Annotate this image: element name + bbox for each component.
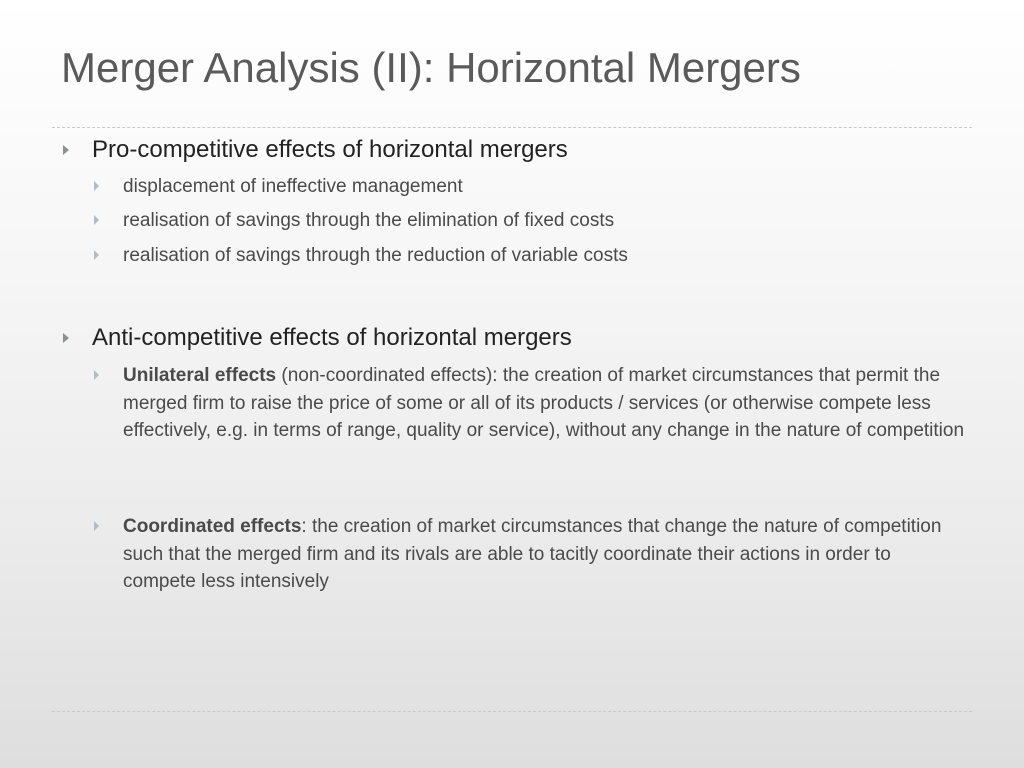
bullet-arrow-icon: [63, 145, 69, 155]
list-item: [123, 207, 968, 235]
bullet-arrow-icon: [63, 333, 69, 343]
list-item-unilateral-effects: [123, 362, 968, 445]
list-item-coordinated-effects: [123, 513, 968, 596]
term-description: : the creation of market circumstances that change the nature of competition such that the merged firm and its rivals are able to tacitly coordinate their actions in order to compete less intensively: [123, 516, 942, 592]
list-item-text: realisation of savings through the reduction of variable costs: [123, 245, 628, 266]
bottom-divider: [52, 711, 972, 712]
slide-title: Merger Analysis (II): Horizontal Mergers: [61, 44, 801, 91]
list-item: [123, 173, 968, 201]
top-divider: [52, 127, 972, 128]
term-description: (non-coordinated effects): the creation of market circumstances that permit the merged firm to raise the price of some or all of its products / services (or otherwise compete less effectively, e.g. in terms of range, quality or service), without any change in the nature of competition: [123, 365, 965, 441]
bullet-arrow-icon: [94, 215, 99, 225]
section-heading-text: Pro-competitive effects of horizontal mergers: [92, 136, 568, 163]
section-heading-text: Anti-competitive effects of horizontal mergers: [92, 324, 572, 351]
term-bold: Coordinated effects: [123, 516, 302, 537]
section-heading-anti-competitive: [92, 324, 972, 352]
list-item: [123, 242, 968, 270]
bullet-arrow-icon: [94, 521, 99, 531]
term-bold: Unilateral effects: [123, 365, 277, 386]
bullet-arrow-icon: [94, 370, 99, 380]
bullet-arrow-icon: [94, 181, 99, 191]
list-item-text: realisation of savings through the elimination of fixed costs: [123, 210, 615, 231]
bullet-arrow-icon: [94, 250, 99, 260]
section-heading-pro-competitive: [92, 136, 972, 164]
list-item-text: displacement of ineffective management: [123, 176, 463, 197]
